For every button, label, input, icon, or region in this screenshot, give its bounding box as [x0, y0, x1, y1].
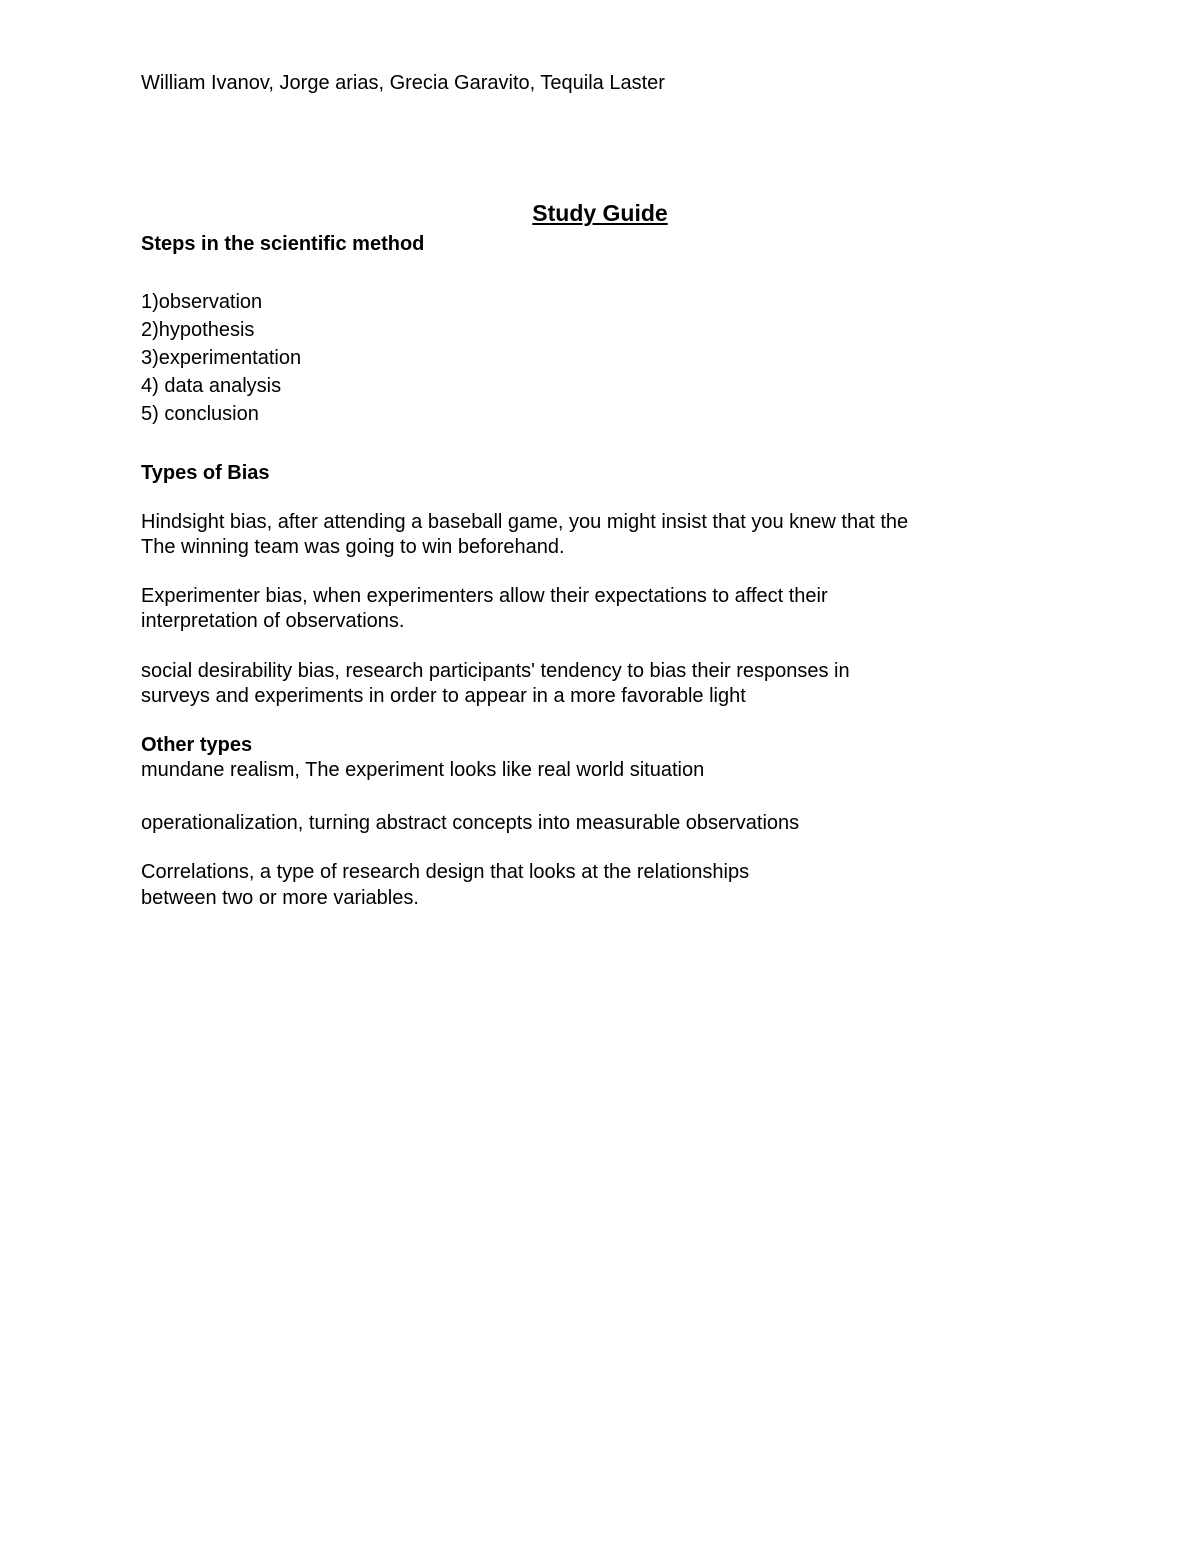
social-line-2: surveys and experiments in order to appear in a more favorable light	[141, 685, 746, 707]
step-item: 1)observation	[141, 291, 263, 313]
step-item: 2)hypothesis	[141, 319, 255, 341]
other-types-heading: Other types	[141, 734, 253, 756]
bias-heading: Types of Bias	[141, 462, 270, 484]
step-item: 3)experimentation	[141, 347, 302, 369]
correlations-line-2: between two or more variables.	[141, 887, 419, 909]
operationalization-line: operationalization, turning abstract concepts into measurable observations	[141, 812, 800, 834]
experimenter-line-1: Experimenter bias, when experimenters allow their expectations to affect their	[141, 585, 828, 607]
page-title: Study Guide	[532, 200, 668, 226]
hindsight-line-1: Hindsight bias, after attending a baseball game, you might insist that you knew that the	[141, 511, 909, 533]
social-line-1: social desirability bias, research participants' tendency to bias their responses in	[141, 660, 850, 682]
experimenter-line-2: interpretation of observations.	[141, 610, 405, 632]
correlations-line-1: Correlations, a type of research design that looks at the relationships	[141, 861, 750, 883]
mundane-realism-line: mundane realism, The experiment looks like real world situation	[141, 759, 705, 781]
authors-line: William Ivanov, Jorge arias, Grecia Garavito, Tequila Laster	[141, 72, 665, 94]
hindsight-line-2: The winning team was going to win beforehand.	[141, 536, 565, 558]
steps-heading: Steps in the scientific method	[141, 233, 425, 255]
step-item: 4) data analysis	[141, 375, 282, 397]
step-item: 5) conclusion	[141, 403, 259, 425]
